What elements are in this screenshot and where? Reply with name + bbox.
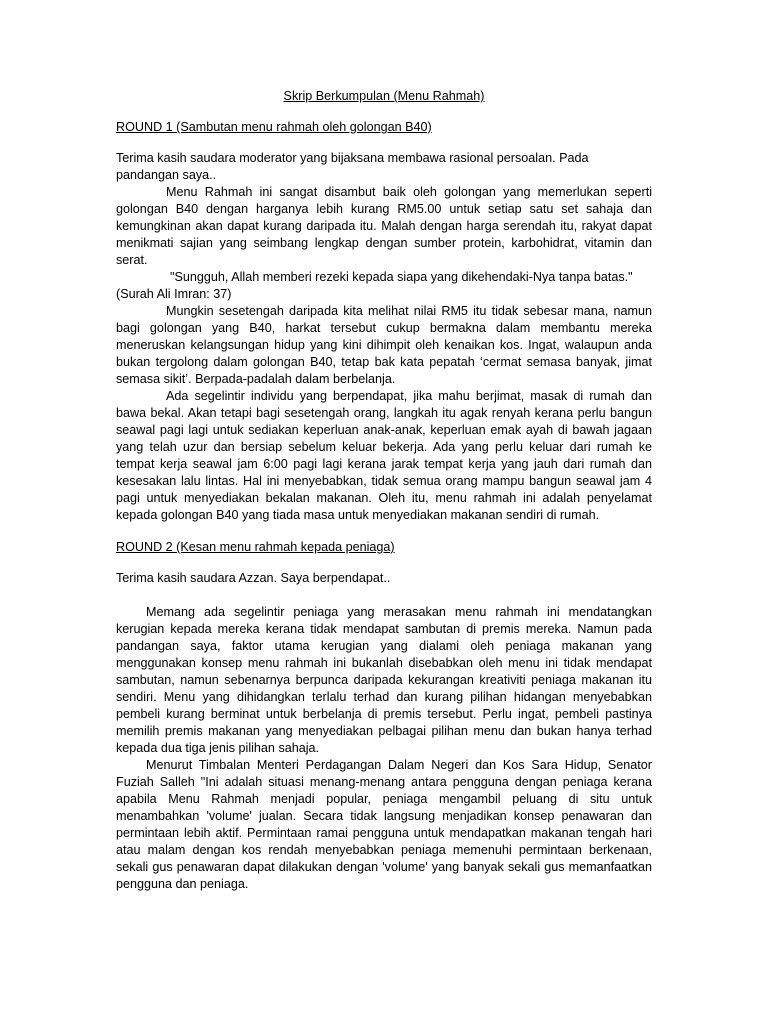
round1-intro: Terima kasih saudara moderator yang bijaksana membawa rasional persoalan. Pada pandangan saya..	[116, 151, 589, 182]
round2-intro: Terima kasih saudara Azzan. Saya berpendapat..	[116, 571, 391, 585]
round2-paragraph: Menurut Timbalan Menteri Perdagangan Dalam Negeri dan Kos Sara Hidup, Senator Fuziah Salleh "Ini adalah situasi menang-menang antara pengguna dengan peniaga kerana apabila Menu Rahmah menjadi popular, peniaga mengambil peluang di situ untuk menambahkan 'volume' jualan. Secara tidak langsung menjadikan konsep penawaran dan permintaan lebih aktif. Permintaan ramai pengguna untuk mendapatkan makanan tengah hari atau malam dengan kos rendah menyebabkan peniaga memenuhi permintaan berkenaan, sekali gus penawaran dapat dilakukan dengan 'volume' yang banyak sekali gus memanfaatkan pengguna dan peniaga.	[116, 758, 652, 891]
round1-heading: ROUND 1 (Sambutan menu rahmah oleh golongan B40)	[116, 120, 432, 134]
round1-paragraph: Ada segelintir individu yang berpendapat, jika mahu berjimat, masak di rumah dan bawa bekal. Akan tetapi bagi sesetengah orang, langkah itu agak renyah kerana perlu bangun seawal pagi lagi untuk sediakan keperluan anak-anak, keperluan emak ayah di bawah jagaan yang telah uzur dan bersiap sebelum keluar bekerja. Ada yang perlu keluar dari rumah ke tempat kerja seawal jam 6:00 pagi lagi kerana jarak tempat kerja yang jauh dari rumah dan kesesakan lalu lintas. Hal ini menyebabkan, tidak semua orang mampu bangun seawal jam 4 pagi untuk menyediakan bekalan makanan. Oleh itu, menu rahmah ini adalah penyelamat kepada golongan B40 yang tiada masa untuk menyediakan makanan sendiri di rumah.	[116, 389, 652, 522]
round1-quote: "Sungguh, Allah memberi rezeki kepada siapa yang dikehendaki-Nya tanpa batas." (Surah Ali Imran: 37)	[116, 270, 633, 301]
round1-paragraph: Menu Rahmah ini sangat disambut baik oleh golongan yang memerlukan seperti golongan B40 dengan harganya lebih kurang RM5.00 untuk setiap satu set sahaja dan kemungkinan akan dapat kurang daripada itu. Malah dengan harga serendah itu, rakyat dapat menikmati sajian yang seimbang lengkap dengan sumber protein, karbohidrat, vitamin dan serat.	[116, 185, 652, 267]
round1-paragraph: Mungkin sesetengah daripada kita melihat nilai RM5 itu tidak sebesar mana, namun bagi golongan yang B40, harkat tersebut cukup bermakna dalam membantu mereka meneruskan kelangsungan hidup yang kini dihimpit oleh kenaikan kos. Ingat, walaupun anda bukan tergolong dalam golongan B40, tetap bak kata pepatah ‘cermat semasa banyak, jimat semasa sikit’. Berpada-padalah dalam berbelanja.	[116, 304, 652, 386]
document-body	[116, 88, 652, 893]
round2-paragraph: Memang ada segelintir peniaga yang merasakan menu rahmah ini mendatangkan kerugian kepada mereka kerana tidak mendapat sambutan di premis mereka. Namun pada pandangan saya, faktor utama kerugian yang dialami oleh peniaga makanan yang menggunakan konsep menu rahmah ini bukanlah disebabkan oleh menu ini tidak mendapat sambutan, namun sebenarnya berpunca daripada kekurangan kreativiti peniaga makanan itu sendiri. Menu yang dihidangkan terlalu terhad dan kurang pilihan hidangan menyebabkan pembeli kurang berminat untuk berbelanja di premis tersebut. Perlu ingat, pembeli pastinya memilih premis makanan yang menyediakan pelbagai pilihan menu dan bukan hanya terhad kepada dua tiga jenis pilihan sahaja.	[116, 605, 652, 755]
document-title: Skrip Berkumpulan (Menu Rahmah)	[283, 89, 485, 103]
round2-heading: ROUND 2 (Kesan menu rahmah kepada peniaga)	[116, 540, 395, 554]
